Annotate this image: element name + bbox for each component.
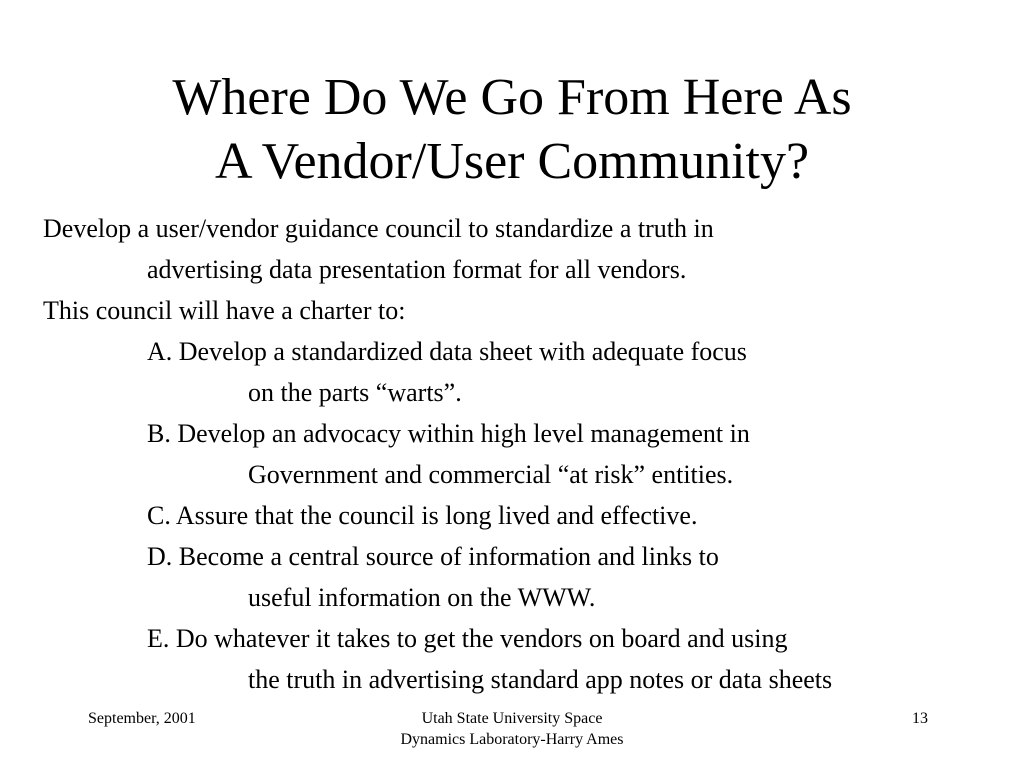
list-item-d-cont: useful information on the WWW. [248, 583, 596, 612]
footer-page-number: 13 [912, 710, 928, 727]
footer-date: September, 2001 [88, 710, 196, 727]
body-line-charter: This council will have a charter to: [43, 296, 406, 325]
list-item-c: C. Assure that the council is long lived and effective. [147, 501, 698, 530]
list-item-b: B. Develop an advocacy within high level management in [147, 419, 750, 448]
body-line-council-intro: Develop a user/vendor guidance council to standardize a truth in [43, 214, 714, 243]
list-item-a: A. Develop a standardized data sheet with adequate focus [147, 337, 747, 366]
body-line-council-intro-cont: advertising data presentation format for all vendors. [147, 255, 687, 284]
footer-organization [312, 708, 712, 750]
list-item-d: D. Become a central source of information and links to [147, 542, 719, 571]
slide-title [0, 66, 1024, 194]
list-item-b-cont: Government and commercial “at risk” entities. [248, 460, 734, 489]
list-item-e-cont: the truth in advertising standard app notes or data sheets [248, 665, 833, 694]
slide-title-line-2: A Vendor/User Community? [214, 133, 810, 190]
list-item-e: E. Do whatever it takes to get the vendors on board and using [147, 624, 788, 653]
slide-title-line-1: Where Do We Go From Here As [172, 69, 852, 126]
footer-organization-line-1: Utah State University Space [421, 710, 603, 727]
list-item-a-cont: on the parts “warts”. [248, 378, 462, 407]
footer-organization-line-2: Dynamics Laboratory-Harry Ames [400, 731, 624, 748]
